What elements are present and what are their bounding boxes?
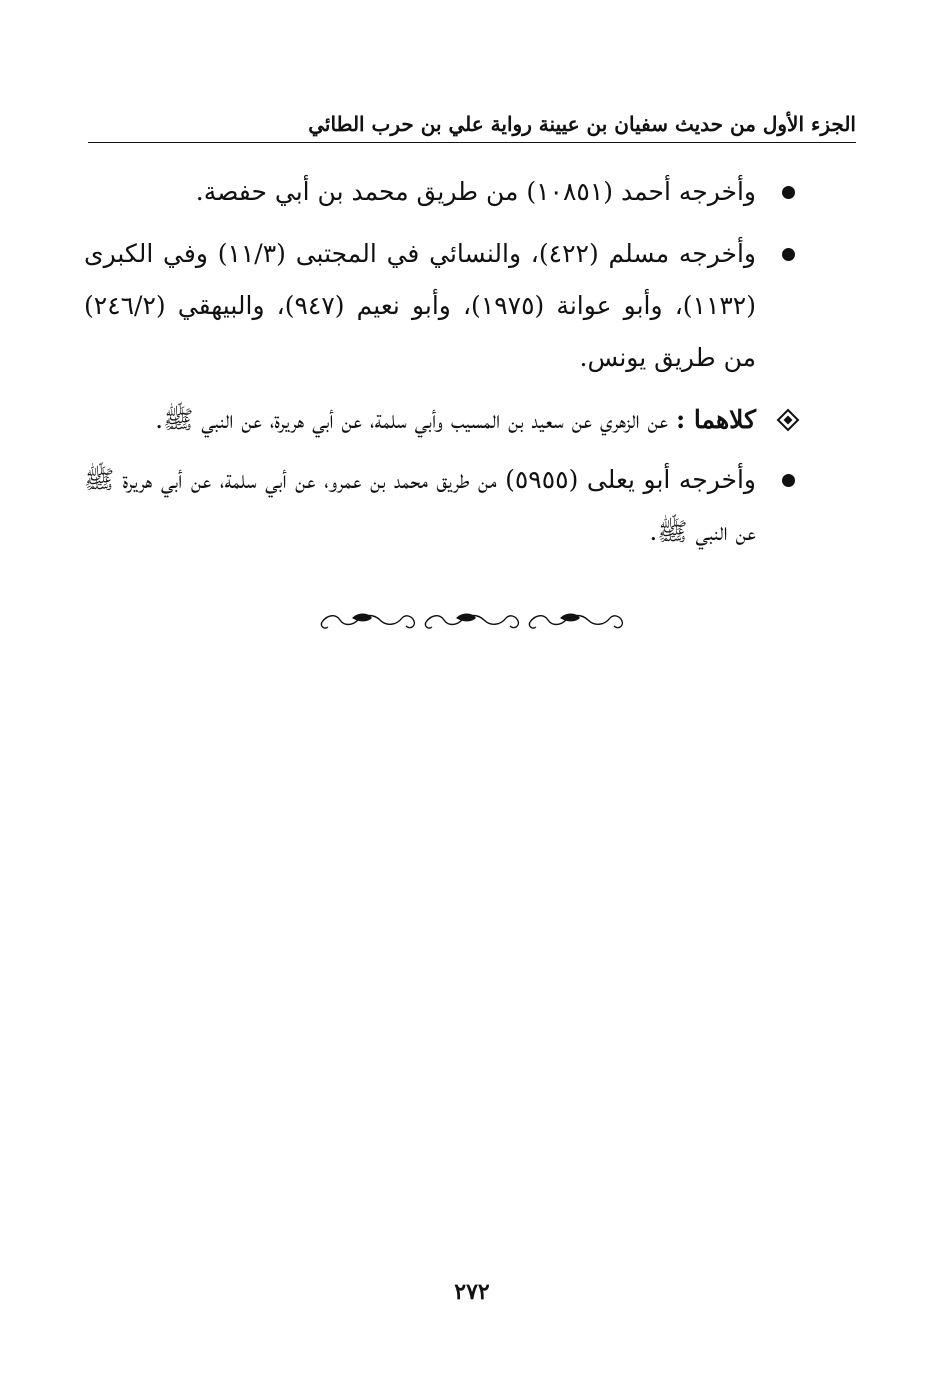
- diamond-icon: [776, 394, 800, 446]
- ornament-divider-icon: [318, 606, 626, 636]
- main-content: [84, 166, 814, 568]
- bullet-icon: [776, 166, 800, 218]
- entry-both-chain: [84, 394, 814, 446]
- entry-ahmad: [84, 166, 814, 218]
- entry-text: عن الزهري عن سعيد بن المسيب وأبي سلمة، عن أبي هريرة، عن النبي ﷺ.: [155, 405, 676, 434]
- entry-muslim: [84, 228, 814, 384]
- entry-lead-label: كلاهما :: [675, 405, 756, 434]
- entry-text: وأخرجه أبو يعلى (٥٩٥٥) من طريق محمد بن عمرو، عن أبي سلمة، عن أبي هريرة ﷺ عن النبي ﷺ.: [84, 465, 757, 546]
- running-header-title: الجزء الأول من حديث سفيان بن عيينة رواية علي بن حرب الطائي: [308, 112, 856, 136]
- header-divider: [88, 142, 856, 143]
- entry-abu-yala: [84, 454, 814, 558]
- bullet-icon: [776, 228, 800, 280]
- entry-text: وأخرجه مسلم (٤٢٢)، والنسائي في المجتبى (١١/٣) وفي الكبرى (١١٣٢)، وأبو عوانة (١٩٧٥)، وأبو نعيم (٩٤٧)، والبيهقي (٢٤٦/٢) من طريق يونس.: [84, 239, 756, 372]
- entry-text: وأخرجه أحمد (١٠٨٥١) من طريق محمد بن أبي حفصة.: [195, 177, 756, 206]
- page-number: ٢٧٢: [454, 1279, 490, 1305]
- bullet-icon: [776, 454, 800, 506]
